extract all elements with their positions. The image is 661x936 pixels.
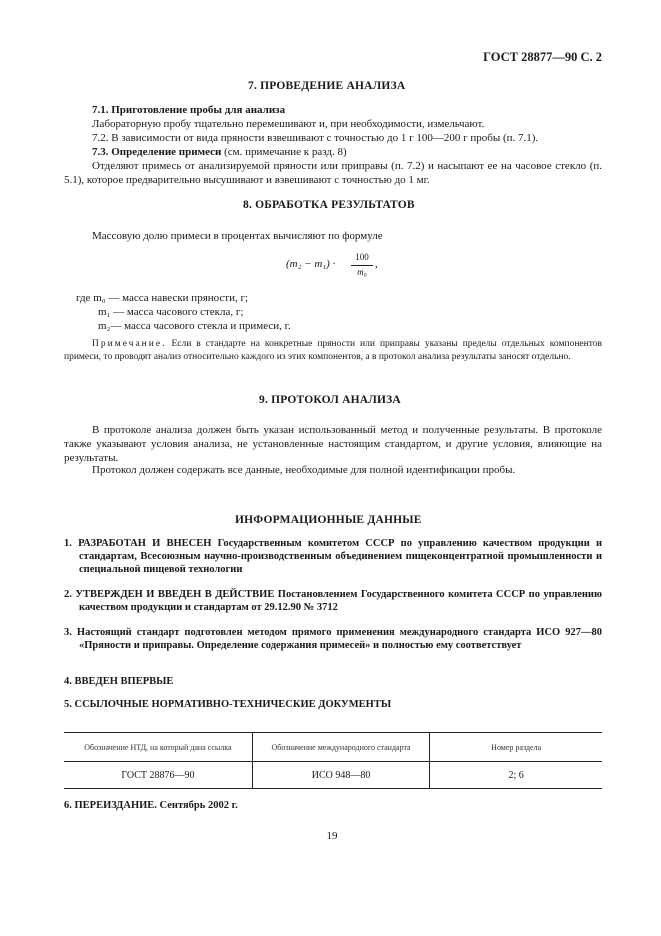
where-line-3: m₂— масса часового стекла и примеси, г. <box>98 320 291 332</box>
table-row <box>64 762 602 789</box>
info-item-2: 2. УТВЕРЖДЕН И ВВЕДЕН В ДЕЙСТВИЕ Постановлением Государственного комитета СССР по управлению качеством продукции и стандартам от 29.12.90 № 3712 <box>64 589 602 613</box>
section-9-title: 9. ПРОТОКОЛ АНАЛИЗА <box>259 394 401 406</box>
page-number: 19 <box>326 830 338 842</box>
table-cell-iso: ИСО 948—80 <box>252 762 430 789</box>
info-item-4: 4. ВВЕДЕН ВПЕРВЫЕ <box>64 676 174 687</box>
table-cell-ntd: ГОСТ 28876—90 <box>64 762 252 789</box>
p73-heading: 7.3. Определение примеси <box>92 146 222 158</box>
note-text: Если в стандарте на конкретные пряности или приправы указаны пределы отдельных компонентов примеси, то проводят анализ относительно каждого из этих компонентов, а в протокол анализа результаты заносят отдельно. <box>64 339 602 362</box>
page-header: ГОСТ 28877—90 С. 2 <box>483 50 602 64</box>
table-header-row <box>64 733 602 762</box>
p71-heading: 7.1. Приготовление пробы для анализа <box>92 104 286 116</box>
table-cell-section: 2; 6 <box>430 762 602 789</box>
p73-tail: (см. примечание к разд. 8) <box>221 146 347 158</box>
table-header-section: Номер раздела <box>430 733 602 762</box>
p73-line <box>92 145 347 159</box>
info-item-5: 5. ССЫЛОЧНЫЕ НОРМАТИВНО-ТЕХНИЧЕСКИЕ ДОКУМЕНТЫ <box>64 699 392 710</box>
fraction-bar <box>351 265 373 266</box>
info-title: ИНФОРМАЦИОННЫЕ ДАННЫЕ <box>235 514 422 526</box>
formula-denominator: m₀ <box>357 267 367 277</box>
note-label: Примечание. <box>92 339 167 349</box>
reference-table <box>64 732 602 789</box>
formula-end: , <box>375 258 378 270</box>
note <box>64 338 602 364</box>
where-line-2: m₁ — масса часового стекла, г; <box>98 306 244 318</box>
formula-left: (m₂ − m₁) · <box>286 258 336 270</box>
info-item-3: 3. Настоящий стандарт подготовлен методом прямого применения международного стандарта ИСО 927—80 «Пряности и приправы. Определение содержания примесей» и полностью ему соответствует <box>64 627 602 651</box>
table-header-ntd: Обозначение НТД, на который дана ссылка <box>64 733 252 762</box>
section-7-title: 7. ПРОВЕДЕНИЕ АНАЛИЗА <box>248 80 406 92</box>
p73-text: Отделяют примесь от анализируемой пряности или приправы (п. 7.2) и насыпают ее на часовое стекло (п. 5.1), которое предварительно высушивают и взвешивают с точностью до 1 мг. <box>64 160 602 186</box>
section-8-title: 8. ОБРАБОТКА РЕЗУЛЬТАТОВ <box>243 199 415 211</box>
p71-text: Лабораторную пробу тщательно перемешивают и, при необходимости, измельчают. <box>92 118 485 130</box>
s9-paragraph-1: В протоколе анализа должен быть указан использованный метод и полученные результаты. В протоколе также указывают условия анализа, не установленные настоящим стандартом, и другие условия, влияющие на результаты. <box>64 424 602 464</box>
table-header-iso: Обозначение международного стандарта <box>252 733 430 762</box>
s9-paragraph-2: Протокол должен содержать все данные, необходимые для полной идентификации пробы. <box>92 464 516 476</box>
where-line-1: где m₀ — масса навески пряности, г; <box>76 292 249 304</box>
formula-numerator: 100 <box>355 252 369 262</box>
p72-text: 7.2. В зависимости от вида пряности взвешивают с точностью до 1 г 100—200 г пробы (п. 7.1). <box>92 132 539 144</box>
formula-intro: Массовую долю примеси в процентах вычисляют по формуле <box>92 230 383 242</box>
info-item-1: 1. РАЗРАБОТАН И ВНЕСЕН Государственным комитетом СССР по управлению качеством продукции и стандартам, Всесоюзным научно-производственным объединением пищеконцентратной промышленности и специальной пищевой технологии <box>64 538 602 575</box>
info-item-6: 6. ПЕРЕИЗДАНИЕ. Сентябрь 2002 г. <box>64 800 238 811</box>
